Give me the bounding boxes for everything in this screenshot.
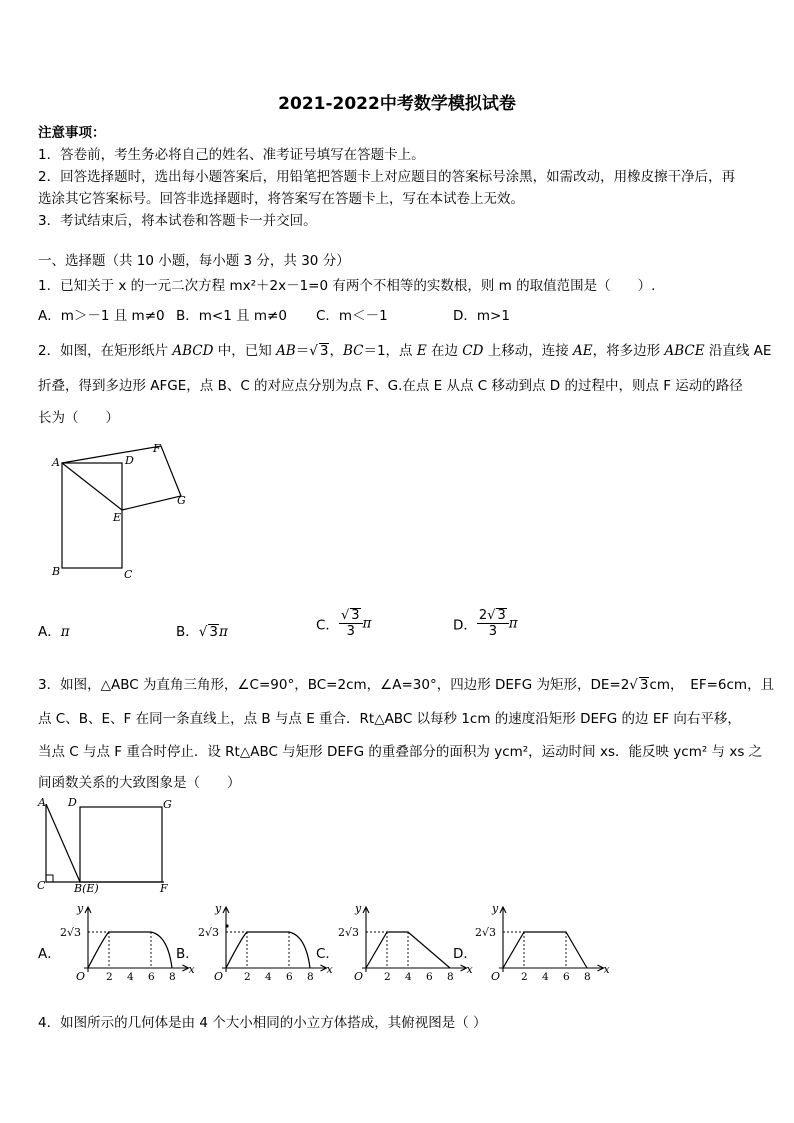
y-axis-label: y (77, 902, 84, 915)
origin-label: O (354, 970, 364, 983)
q1-option-d: D．m>1 (453, 308, 510, 324)
q3-label-c: C (37, 879, 46, 892)
q2-label-a: A (52, 456, 60, 469)
y-value-label: 2√3 (198, 926, 220, 939)
y-value-label: 2√3 (338, 926, 360, 939)
graph-curve (226, 932, 310, 968)
origin-label: O (214, 970, 224, 983)
page-title: 2021-2022中考数学模拟试卷 (278, 94, 516, 114)
q1-stem: 1．已知关于 x 的一元二次方程 mx²＋2x－1=0 有两个不相等的实数根，则 m 的取值范围是（ ）. (38, 278, 656, 294)
q3-label-a: A (38, 796, 46, 809)
q3-option-a: A． (38, 946, 61, 962)
q3-graph-c (336, 902, 473, 988)
x-tick-label: 2 (521, 971, 528, 983)
q4-stem: 4．如图所示的几何体是由 4 个大小相同的小立方体搭成，其俯视图是（ ） (38, 1015, 487, 1031)
q3-figure (34, 794, 184, 896)
q2-label-d: D (125, 454, 134, 467)
graph-curve (503, 932, 587, 968)
x-tick-label: 2 (384, 971, 391, 983)
q3-stem-line-1: 3．如图，△ABC 为直角三角形，∠C=90°，BC=2cm，∠A=30°，四边形 DEFG 为矩形，DE=2√ 3cm， EF=6cm，且 (38, 677, 775, 693)
x-axis-label: x (603, 963, 610, 976)
q2-figure (44, 438, 194, 586)
notice-line-4: 3．考试结束后，将本试卷和答题卡一并交回。 (38, 213, 317, 229)
q3-stem-line-3: 当点 C 与点 F 重合时停止．设 Rt△ABC 与矩形 DEFG 的重叠部分的面积为 ycm²，运动时间 xs．能反映 ycm² 与 xs 之 (38, 744, 763, 760)
section-heading: 一、选择题（共 10 小题，每小题 3 分，共 30 分） (38, 253, 350, 269)
q2-label-g: G (177, 494, 186, 507)
x-tick-label: 4 (405, 971, 412, 983)
q2-label-b: B (52, 565, 61, 578)
q3-label-g: G (163, 798, 172, 811)
q2-stem-line-1: 2．如图，在矩形纸片 ABCD 中，已知 AB＝√ 3，BC＝1，点 E 在边 CD 上移动，连接 AE，将多边形 ABCE 沿直线 AE (38, 343, 772, 359)
origin-label: O (76, 970, 86, 983)
x-axis-label: x (466, 963, 473, 976)
notice-line-3: 选涂其它答案标号。回答非选择题时，将答案写在答题卡上，写在本试卷上无效。 (38, 191, 524, 207)
x-tick-label: 6 (148, 971, 155, 983)
x-tick-label: 8 (447, 971, 454, 983)
q2-option-c: C． $\frac{√ 3}{3}$ π (316, 608, 372, 639)
origin-label: O (491, 970, 501, 983)
q2-stem-line-2: 折叠，得到多边形 AFGE，点 B、C 的对应点分别为点 F、G.在点 E 从点 C 移动到点 D 的过程中，则点 F 运动的路径 (38, 378, 743, 394)
q3-option-c: C． (316, 946, 339, 962)
q3-option-d: D． (453, 946, 477, 962)
q2-option-a: A．π (38, 624, 70, 640)
q2-label-c: C (124, 568, 133, 581)
x-tick-label: 8 (169, 971, 176, 983)
y-axis-label: y (215, 902, 222, 915)
q3-graph-b (196, 902, 333, 988)
q3-stem-line-4: 间函数关系的大致图象是（ ） (38, 775, 241, 791)
x-tick-label: 8 (307, 971, 314, 983)
notice-line-1: 1．答卷前，考生务必将自己的姓名、准考证号填写在答题卡上。 (38, 147, 425, 163)
y-value-label: 2√3 (60, 926, 82, 939)
q2-option-b: B．√ 3π (176, 624, 228, 640)
notice-heading: 注意事项： (38, 125, 106, 141)
y-axis-label: y (355, 902, 362, 915)
q1-option-c: C．m＜－1 (316, 308, 388, 324)
x-tick-label: 6 (426, 971, 433, 983)
x-axis-label: x (326, 963, 333, 976)
x-axis-label: x (188, 963, 195, 976)
x-tick-label: 4 (265, 971, 272, 983)
q3-option-b: B． (176, 946, 199, 962)
q3-label-be: B(E) (74, 882, 99, 895)
q3-graph-d (473, 902, 610, 988)
x-tick-label: 6 (563, 971, 570, 983)
x-tick-label: 6 (286, 971, 293, 983)
notice-line-2: 2．回答选择题时，选出每小题答案后，用铅笔把答题卡上对应题目的答案标号涂黑，如需改动，用橡皮擦干净后，再 (38, 169, 736, 185)
q3-graph-a (58, 902, 195, 988)
graph-curve (88, 932, 172, 968)
x-tick-label: 4 (542, 971, 549, 983)
q2-option-d: D． $\frac{2√ 3}{3}$ π (453, 608, 518, 639)
q1-option-b: B．m<1 且 m≠0 (176, 308, 287, 324)
q1-option-a: A．m＞－1 且 m≠0 (38, 308, 165, 324)
y-value-label: 2√3 (475, 926, 497, 939)
x-tick-label: 2 (244, 971, 251, 983)
x-tick-label: 2 (106, 971, 113, 983)
q2-label-e: E (113, 511, 122, 524)
q2-stem-line-3: 长为（ ） (38, 410, 119, 426)
q3-label-f: F (160, 882, 168, 895)
graph-dot (225, 924, 228, 927)
q3-stem-line-2: 点 C、B、E、F 在同一条直线上，点 B 与点 E 重合．Rt△ABC 以每秒 1cm 的速度沿矩形 DEFG 的边 EF 向右平移， (38, 711, 741, 727)
q2-label-f: F (153, 442, 161, 455)
x-tick-label: 8 (584, 971, 591, 983)
x-tick-label: 4 (127, 971, 134, 983)
q3-label-d: D (68, 796, 77, 809)
y-axis-label: y (492, 902, 499, 915)
